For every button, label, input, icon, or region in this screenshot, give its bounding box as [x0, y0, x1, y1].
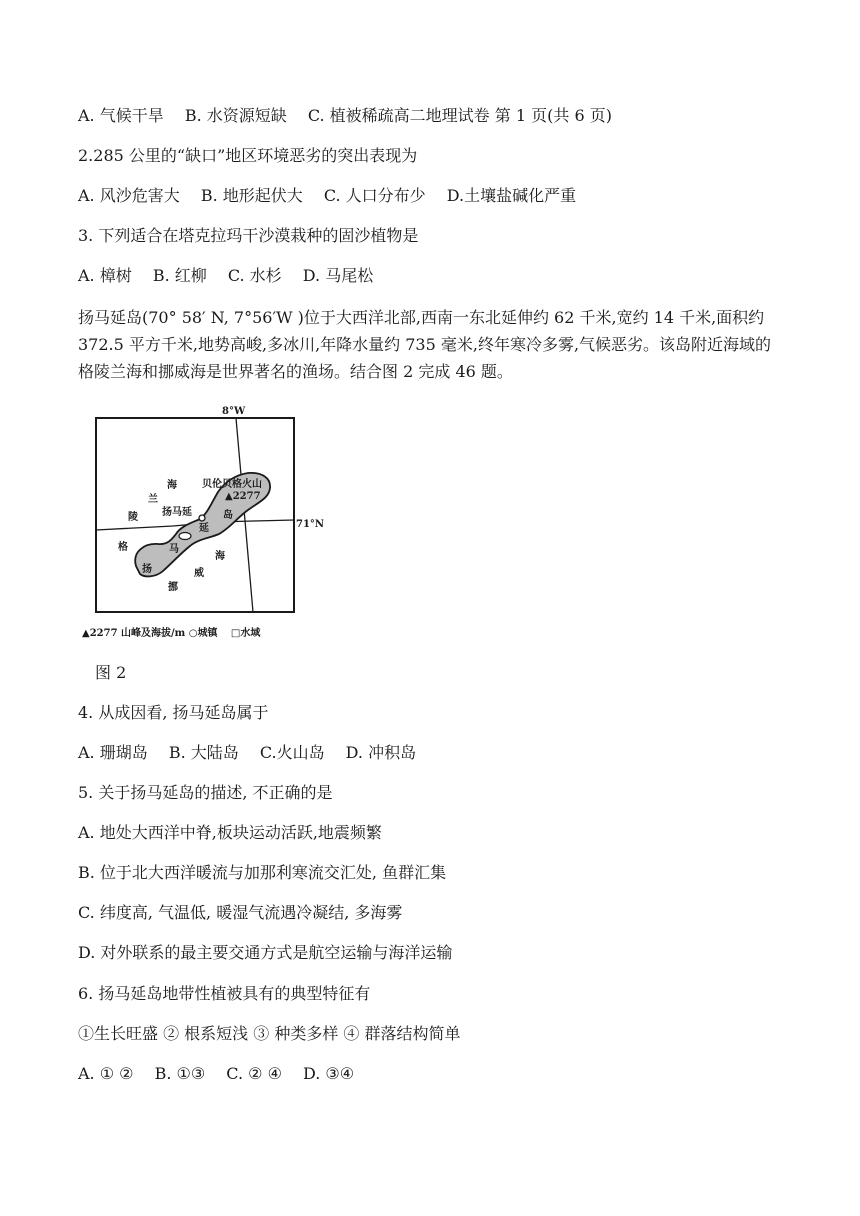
- figure-caption: 图 2: [95, 663, 127, 682]
- question-5-option-d: D. 对外联系的最主要交通方式是航空运输与海洋运输: [78, 943, 453, 962]
- question-5-option-c: C. 纬度高, 气温低, 暖湿气流遇冷凝结, 多海雾: [78, 903, 403, 922]
- jan-mayen-map: [78, 400, 338, 644]
- island-label-char: 扬: [142, 564, 152, 575]
- norway-sea-char: 威: [194, 568, 204, 579]
- question-4-options: A. 珊瑚岛 B. 大陆岛 C.火山岛 D. 冲积岛: [78, 743, 417, 762]
- question-6-items: ①生长旺盛 ② 根系短浅 ③ 种类多样 ④ 群落结构简单: [78, 1024, 461, 1043]
- question-5-option-a: A. 地处大西洋中脊,板块运动活跃,地震频繁: [78, 823, 382, 842]
- volcano-label: 贝伦贝格火山: [202, 479, 262, 490]
- map-legend: ▲2277 山峰及海拔/m ○城镇 □水域: [82, 628, 261, 639]
- question-2-options: A. 风沙危害大 B. 地形起伏大 C. 人口分布少 D.土壤盐碱化严重: [78, 186, 577, 205]
- island-name-label: 扬马延: [162, 507, 192, 518]
- passage-text: 扬马延岛(70° 58′ N, 7°56′W )位于大西洋北部,西南一东北延伸约 62 千米,宽约 14 千米,面积约 372.5 平方千米,地势高峻,多冰川,年降水量约 735 毫米,终年寒冷多雾,气候恶劣。该岛附近海域的格陵兰海和挪威海是世界著名的渔场。结合图 2 完成 46 题。: [78, 308, 772, 381]
- greenland-sea-char: 格: [118, 542, 128, 553]
- norway-sea-char: 挪: [168, 582, 178, 593]
- norway-sea-char: 海: [215, 551, 225, 562]
- greenland-sea-char: 海: [167, 480, 177, 491]
- island-label-char: 岛: [223, 510, 233, 521]
- island-label-char: 延: [199, 523, 209, 534]
- town-symbol: [199, 515, 205, 521]
- greenland-sea-char: 陵: [128, 512, 138, 523]
- question-6-options: A. ① ② B. ①③ C. ② ④ D. ③④: [78, 1064, 355, 1083]
- question-2-stem: 2.285 公里的“缺口”地区环境恶劣的突出表现为: [78, 146, 418, 165]
- lagoon: [179, 533, 191, 540]
- question-5-option-b: B. 位于北大西洋暖流与加那利寒流交汇处, 鱼群汇集: [78, 863, 447, 882]
- question-6-stem: 6. 扬马延岛地带性植被具有的典型特征有: [78, 984, 371, 1003]
- ma-label: 马: [169, 544, 179, 555]
- question-1-options: A. 气候干旱 B. 水资源短缺 C. 植被稀疏高二地理试卷 第 1 页(共 6 页): [78, 106, 612, 125]
- question-4-stem: 4. 从成因看, 扬马延岛属于: [78, 703, 269, 722]
- question-3-options: A. 樟树 B. 红柳 C. 水杉 D. 马尾松: [78, 266, 374, 285]
- question-3-stem: 3. 下列适合在塔克拉玛干沙漠栽种的固沙植物是: [78, 226, 419, 245]
- map-frame: [96, 418, 294, 612]
- peak-label: ▲2277: [225, 491, 261, 502]
- longitude-label: 8°W: [222, 406, 246, 417]
- question-5-stem: 5. 关于扬马延岛的描述, 不正确的是: [78, 783, 333, 802]
- greenland-sea-char: 兰: [148, 494, 158, 505]
- latitude-label: 71°N: [296, 519, 325, 530]
